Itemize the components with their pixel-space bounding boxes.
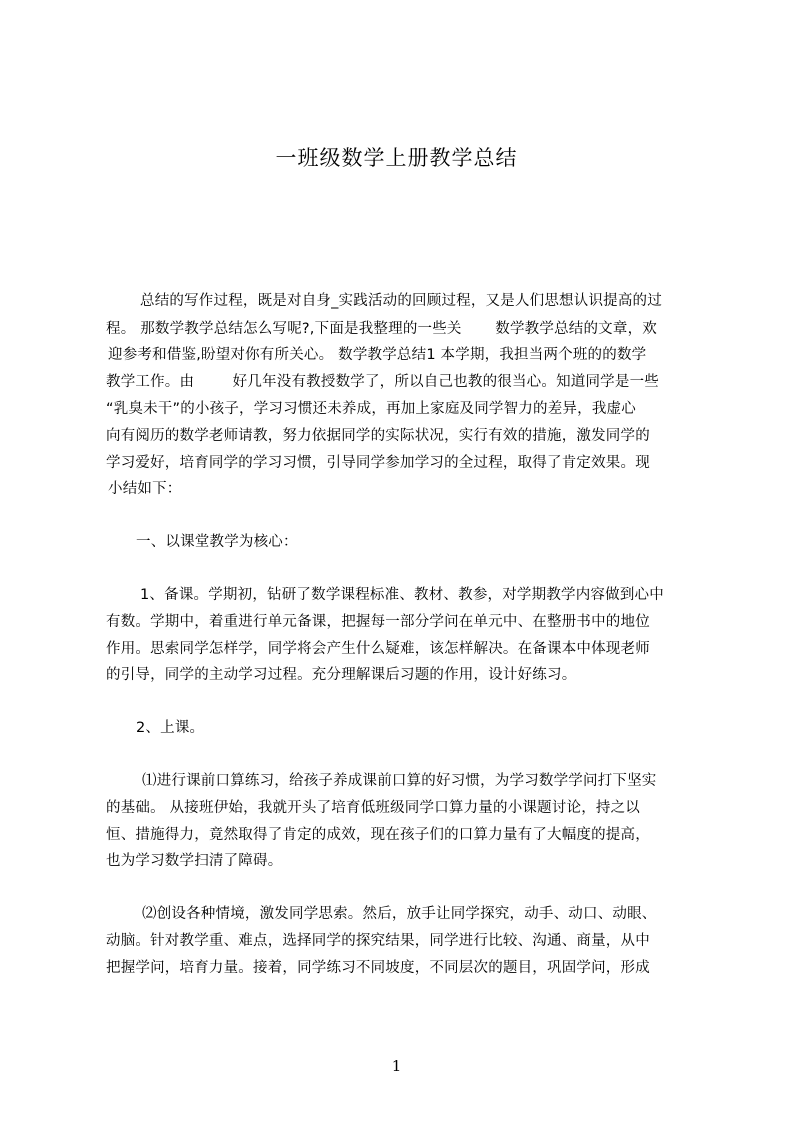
section-heading: 一、以课堂教学为核心： [136, 534, 298, 550]
body-line: 的基础。 从接班伊始，我就开头了培育低班级同学口算力量的小课题讨论，持之以 [106, 800, 641, 816]
document-title: 一班级数学上册教学总结 [275, 146, 518, 170]
body-line: 1、备课。学期初，钻研了数学课程标准、教材、教参，对学期教学内容做到心中 [140, 587, 664, 603]
body-line: 总结的写作过程，既是对自身_实践活动的回顾过程，又是人们思想认识提高的过 [140, 293, 662, 309]
body-line: 有数。学期中，着重进行单元备课，把握每一部分学问在单元中、在整册书中的地位 [106, 614, 650, 630]
body-line: 动脑。针对教学重、难点，选择同学的探究结果，同学进行比较、沟通、商量，从中 [106, 933, 650, 949]
body-line: “乳臭未干”的小孩子，学习习惯还未养成，再加上家庭及同学智力的差异，我虚心 [106, 401, 636, 417]
page-number: 1 [391, 1057, 402, 1075]
body-line: ⑵创设各种情境，激发同学思索。然后，放手让同学探究，动手、动口、动眼、 [142, 906, 657, 922]
body-line: 也为学习数学扫清了障碍。 [106, 853, 283, 869]
body-line: 程。 那数学教学总结怎么写呢?,下面是我整理的一些关 数学教学总结的文章，欢 [106, 321, 657, 337]
subsection-heading: 2、上课。 [136, 720, 205, 736]
body-line: 迎参考和借鉴,盼望对你有所关心。 数学教学总结1 本学期，我担当两个班的的数学 [108, 347, 647, 363]
body-line: 学习爱好，培育同学的学习习惯，引导同学参加学习的全过程，取得了肯定效果。现 [106, 455, 650, 471]
body-line: 恒、措施得力，竟然取得了肯定的成效，现在孩子们的口算力量有了大幅度的提高， [106, 827, 650, 843]
body-line: 的引导，同学的主动学习过程。充分理解课后习题的作用，设计好练习。 [106, 667, 577, 683]
body-line: ⑴进行课前口算练习，给孩子养成课前口算的好习惯，为学习数学学问打下坚实 [142, 773, 657, 789]
body-line: 向有阅历的数学老师请教，努力依据同学的实际状况，实行有效的措施，激发同学的 [106, 428, 650, 444]
body-line: 教学工作。由 好几年没有教授数学了，所以自己也教的很当心。知道同学是一些 [106, 374, 659, 390]
body-line: 作用。思索同学怎样学，同学将会产生什么疑难，该怎样解决。在备课本中体现老师 [106, 641, 650, 657]
body-line: 小结如下： [108, 481, 182, 497]
body-line: 把握学问，培育力量。接着，同学练习不同坡度，不同层次的题目，巩固学问，形成 [106, 960, 650, 976]
